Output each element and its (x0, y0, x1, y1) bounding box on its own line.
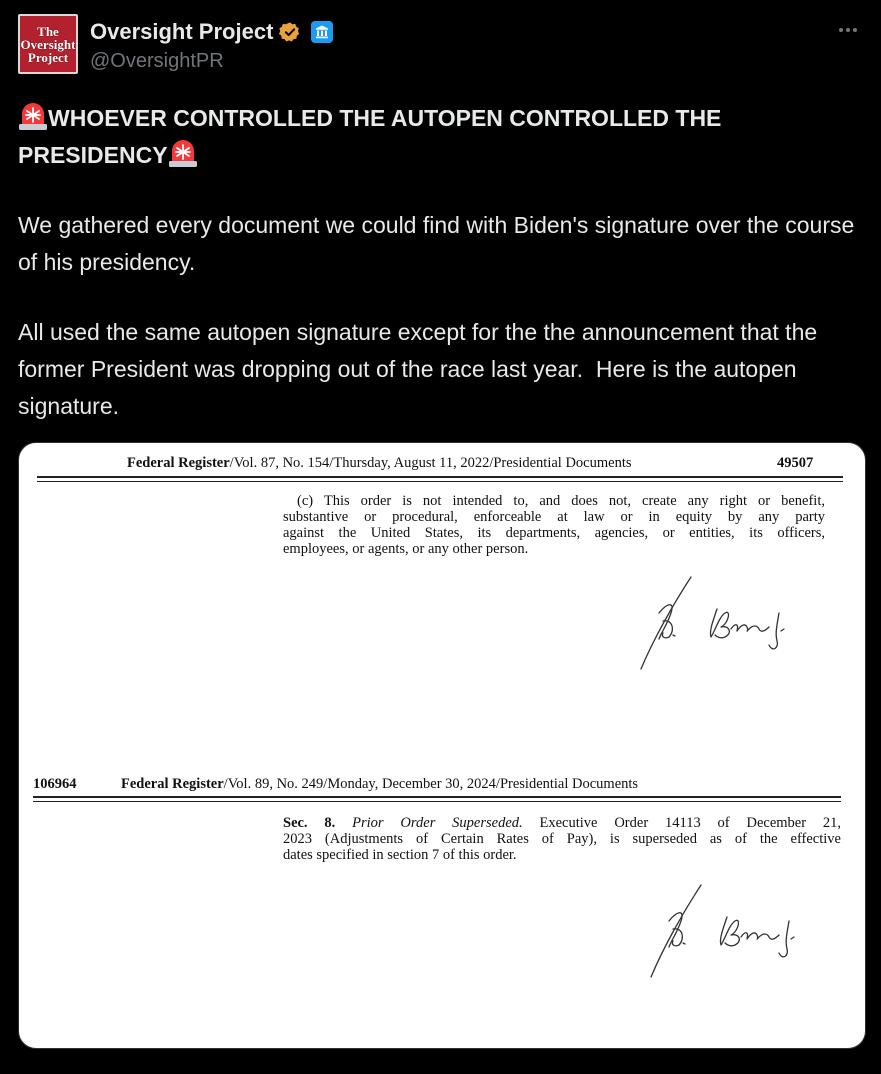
document-line: employees, or agents, or any other person. (283, 541, 529, 557)
document-line: against the United States, its departments, agencies, or entities, its officers, (283, 525, 825, 541)
document-line: (c) This order is not intended to, and does not, create any right or benefit, (297, 493, 825, 509)
tweet-media-image[interactable] (18, 442, 866, 1049)
siren-icon (18, 103, 48, 131)
tweet-header (18, 14, 863, 78)
government-building-icon (314, 24, 330, 40)
government-badge-icon[interactable] (311, 21, 333, 43)
document-line: 2023 (Adjustments of Certain Rates of Pay), is superseded as of the effective (283, 831, 841, 847)
document-line: dates specified in section 7 of this order. (283, 847, 517, 863)
verified-badge-icon[interactable] (279, 21, 301, 43)
document-text (283, 815, 841, 863)
federal-register-details: /Vol. 87, No. 154/Thursday, August 11, 2022/Presidential Documents (229, 455, 632, 471)
federal-register-details: /Vol. 89, No. 249/Monday, December 30, 2024/Presidential Documents (223, 776, 639, 792)
autopen-signature-image (639, 881, 809, 981)
federal-register-header (127, 455, 632, 472)
federal-register-source: Federal Register (121, 776, 224, 792)
tweet-text (18, 100, 863, 425)
page-number (777, 455, 813, 472)
header-rule (33, 796, 841, 798)
headline-text: WHOEVER CONTROLLED THE AUTOPEN CONTROLLED THE (48, 105, 722, 131)
tweet-headline (18, 100, 863, 174)
tweet-paragraph: All used the same autopen signature except for the the announcement that the former President was dropping out of the race last year. Here is the autopen signature. (18, 319, 824, 419)
section-label: Sec. 8. (283, 815, 336, 831)
autopen-signature-image (629, 573, 799, 673)
display-name-text[interactable]: Oversight Project (90, 19, 274, 44)
document-line: substantive or procedural, enforceable at law or in equity by any party (283, 509, 825, 525)
tweet-paragraph: We gathered every document we could find with Biden's signature over the course of his presidency. (18, 212, 855, 275)
avatar-line: Oversight (20, 36, 76, 52)
page-number-text: 49507 (777, 455, 814, 471)
user-handle[interactable]: @OversightPR (90, 50, 224, 72)
avatar-line: The (37, 23, 59, 39)
federal-register-source: Federal Register (127, 455, 230, 471)
section-text: Executive Order 14113 of December 21, (539, 815, 842, 831)
document-text (283, 493, 825, 557)
headline-text: PRESIDENCY (18, 142, 168, 168)
avatar[interactable] (18, 14, 78, 74)
header-rule (33, 801, 841, 802)
federal-register-header (121, 776, 638, 793)
display-name[interactable] (90, 19, 333, 45)
more-icon[interactable] (833, 20, 863, 40)
document-line (283, 815, 841, 831)
page-number (33, 776, 77, 793)
section-title: Prior Order Superseded. (352, 815, 523, 831)
siren-icon (168, 140, 198, 168)
header-rule (37, 481, 843, 482)
page-number-text: 106964 (33, 776, 77, 792)
avatar-line: Project (27, 49, 69, 65)
header-rule (37, 476, 843, 478)
